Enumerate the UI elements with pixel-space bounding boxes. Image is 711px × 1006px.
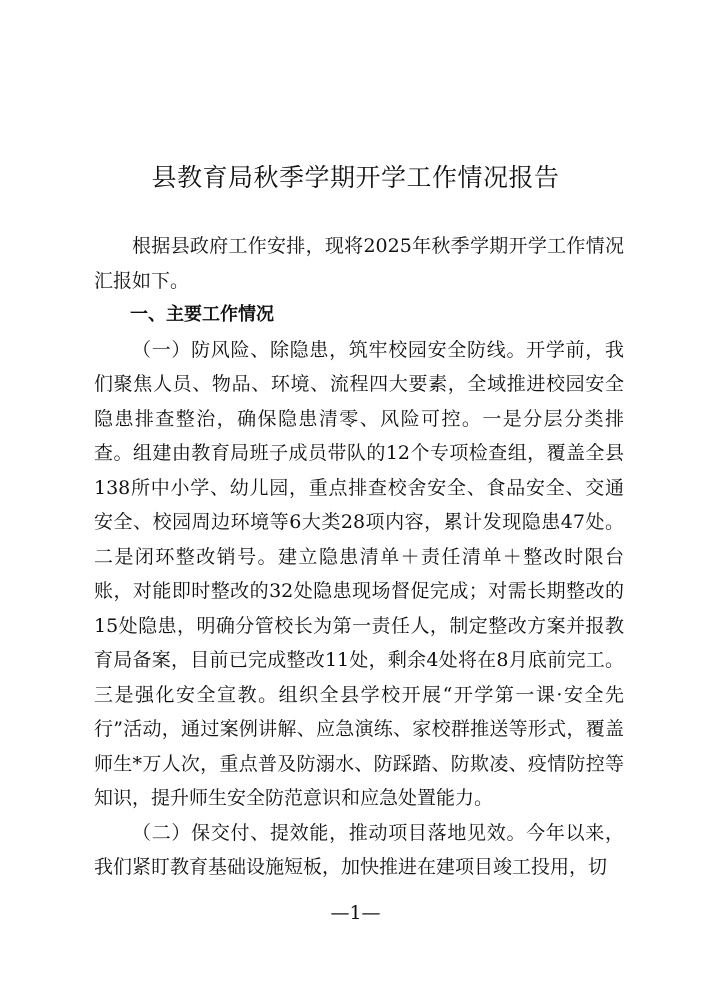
body-paragraph: （二）保交付、提效能，推动项目落地见效。今年以来，我们紧盯教育基础设施短板，加快推进在建项目竣工投用，切 [94, 821, 624, 878]
body-paragraph: （一）防风险、除隐患，筑牢校园安全防线。开学前，我们聚焦人员、物品、环境、流程四大要素，全域推进校园安全隐患排查整治，确保隐患清零、风险可控。一是分层分类排查。组建由教育局班子成员带队的12个专项检查组，覆盖全县138所中小学、幼儿园，重点排查校舍安全、食品安全、交通安全、校园周边环境等6大类28项内容，累计发现隐患47处。二是闭环整改销号。建立隐患清单＋责任清单＋整改时限台账，对能即时整改的32处隐患现场督促完成；对需长期整改的15处隐患，明确分管校长为第一责任人，制定整改方案并报教育局备案，目前已完成整改11处，剩余4处将在8月底前完工。三是强化安全宣教。组织全县学校开展“开学第一课·安全先行”活动，通过案例讲解、应急演练、家校群推送等形式，覆盖师生*万人次，重点普及防溺水、防踩踏、防欺凌、疫情防控等知识，提升师生安全防范意识和应急处置能力。 [94, 338, 624, 809]
section-heading: 一、主要工作情况 [130, 304, 274, 325]
page-number: —1— [330, 902, 381, 924]
intro-paragraph: 根据县政府工作安排，现将2025年秋季学期开学工作情况汇报如下。 [94, 235, 624, 292]
document-body [94, 229, 624, 885]
document-title: 县教育局秋季学期开学工作情况报告 [151, 163, 560, 192]
